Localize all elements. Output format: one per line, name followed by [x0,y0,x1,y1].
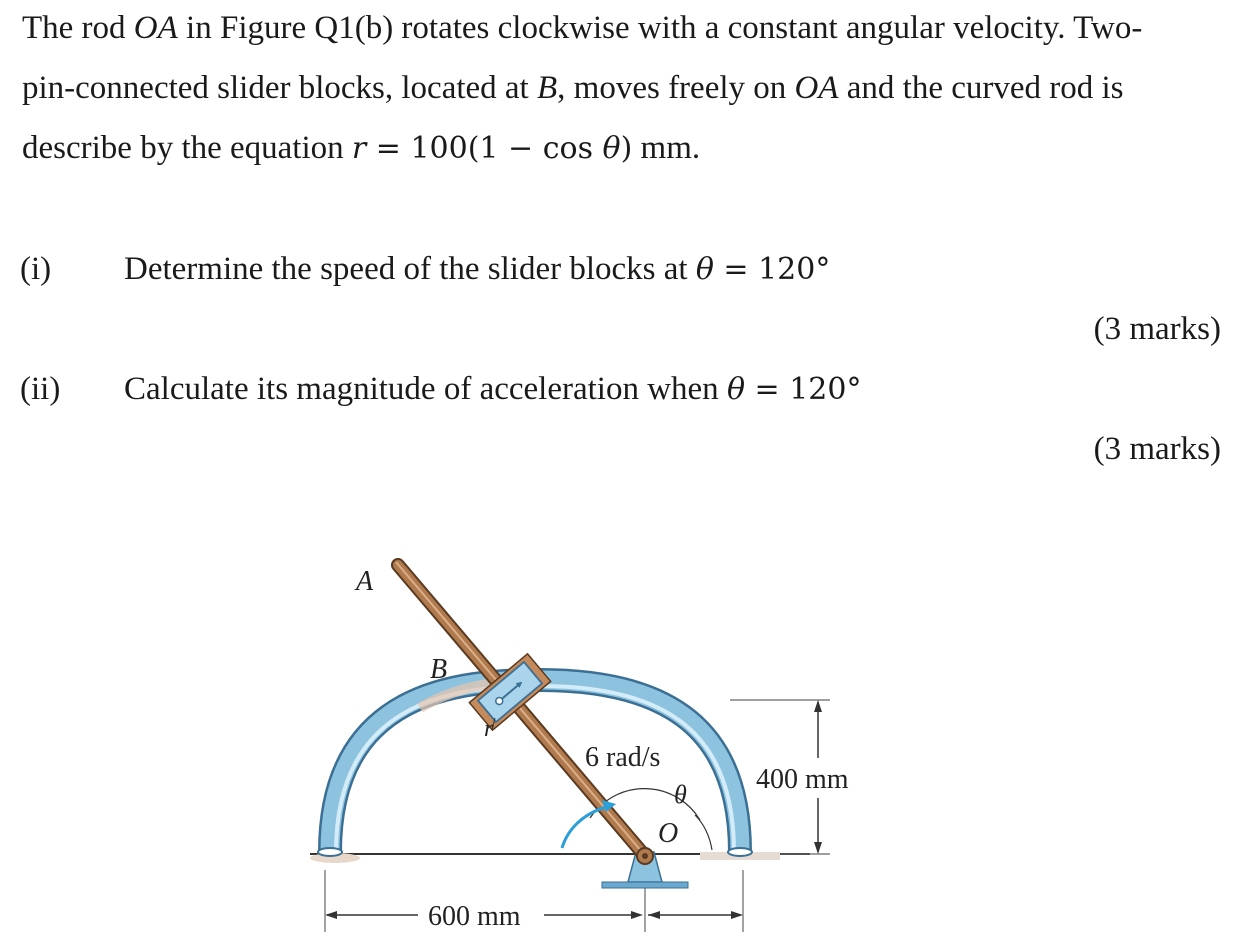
label-theta: θ [674,780,687,809]
question-body: Calculate its magnitude of acceleration when [124,371,727,407]
symbol-b: B [536,70,558,106]
label-b: B [430,654,448,685]
symbol-theta: θ [602,131,621,166]
marks-2: (3 marks) [1093,431,1221,467]
label-600mm: 600 mm [428,901,521,932]
rod-end-left [318,848,342,856]
question-number-1: (i) [20,251,52,287]
symbol-oa: OA [794,70,839,106]
equation [352,131,632,166]
marks-1: (3 marks) [1093,311,1221,347]
label-400mm: 400 mm [756,764,849,795]
equation-unit: mm. [632,130,701,166]
symbol-oa: OA [133,10,178,46]
dim-arrow-up [814,700,822,712]
question-text-1 [124,253,830,286]
dim-arrow-right [731,911,743,919]
label-o: O [658,818,679,849]
question-value: = 120° [745,372,862,407]
pin-o-center [642,853,648,859]
question-body: Determine the speed of the slider blocks at [124,251,696,287]
question-text-2 [124,373,861,406]
question-math [727,372,862,407]
intro-text: pin-connected slider blocks, located at [22,70,537,106]
curved-rod [330,680,740,852]
label-a: A [356,566,374,597]
question-number-2: (ii) [20,371,61,407]
intro-line-2 [22,72,1124,105]
label-r: r [484,716,494,742]
label-omega: 6 rad/s [585,742,661,773]
intro-text: describe by the equation [22,130,352,166]
intro-text: and the curved rod is [838,70,1124,106]
dim-arrow-left [325,911,337,919]
intro-text: in Figure Q1(b) rotates clockwise with a constant angular velocity. Two- [177,10,1143,46]
intro-text: , moves freely on [557,70,795,106]
rod-end-right [728,848,752,856]
equation-body: = 100(1 − cos [366,131,603,166]
dim-arrow-mid [631,911,643,919]
dim-arrow-mid-right [648,911,660,919]
dim-arrow-down [814,842,822,854]
intro-text: The rod [22,10,134,46]
symbol-theta: θ [695,252,714,287]
support-base [602,882,688,888]
equation-close: ) [620,131,633,166]
mechanism-figure [300,540,900,937]
question-math [696,252,831,287]
intro-line-3 [22,132,700,165]
symbol-r: r [351,131,367,166]
question-value: = 120° [713,252,831,287]
theta-arc-lower [695,815,712,850]
intro-line-1 [22,12,1142,45]
symbol-theta: θ [726,372,745,407]
